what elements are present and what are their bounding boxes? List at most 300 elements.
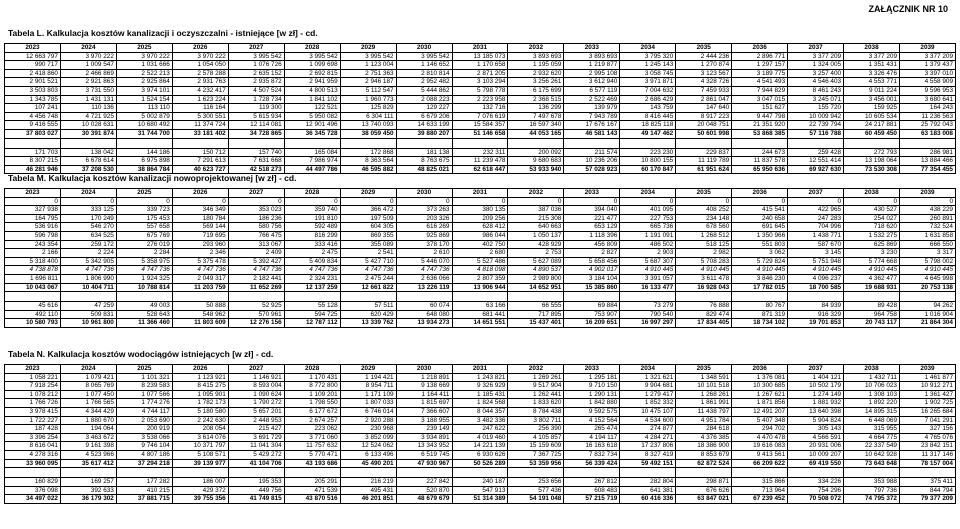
table-cell: 22 739 794 [788, 121, 844, 130]
table-n [4, 364, 956, 504]
table-cell: 1 376 081 [732, 373, 788, 382]
table-cell: 2 242 630 [172, 416, 228, 425]
table-cell: 5 407 348 [732, 416, 788, 425]
year-header-cell: 2027 [228, 189, 284, 198]
table-cell: 294 702 [732, 425, 788, 434]
table-cell: 37 803 027 [5, 129, 61, 138]
year-header-cell: 2031 [452, 44, 508, 53]
table-cell: 3 970 222 [116, 52, 172, 61]
table-cell: 46 595 882 [340, 165, 396, 174]
table-cell: 4 096 237 [788, 274, 844, 283]
table-cell: 129 227 [396, 104, 452, 113]
table-cell: 3 396 254 [5, 433, 61, 442]
table-cell: 50 888 [172, 302, 228, 311]
table-cell: 0 [564, 197, 620, 206]
table-cell: 1 348 591 [676, 373, 732, 382]
table-cell: 3 995 542 [228, 52, 284, 61]
table-cell: 401 095 [620, 206, 676, 215]
table-cell: 2 578 288 [172, 69, 228, 78]
table-cell: 38 059 450 [340, 129, 396, 138]
year-header-cell: 2039 [900, 365, 956, 374]
table-cell: 10 502 179 [788, 382, 844, 391]
table-cell: 1 274 149 [788, 390, 844, 399]
table-cell: 1 031 666 [116, 61, 172, 70]
table-cell: 2 901 521 [5, 78, 61, 87]
table-cell: 1 058 221 [5, 373, 61, 382]
table-cell: 536 916 [5, 223, 61, 232]
table-cell: 1 095 901 [172, 390, 228, 399]
year-header-cell: 2035 [676, 365, 732, 374]
table-cell: 2 753 [508, 249, 564, 258]
table-cell: 61 951 624 [676, 165, 732, 174]
table-cell: 719 695 [172, 231, 228, 240]
table-cell: 678 560 [676, 223, 732, 232]
table-cell: 829 474 [676, 310, 732, 319]
table-cell: 1 054 050 [172, 61, 228, 70]
table-cell: 3 123 567 [676, 69, 732, 78]
table-cell: 5 708 283 [676, 257, 732, 266]
table-cell [788, 292, 844, 302]
table-cell: 229 837 [676, 148, 732, 157]
table-cell: 3 397 010 [900, 69, 956, 78]
table-cell: 209 256 [452, 214, 508, 223]
table-cell: 1 461 877 [900, 373, 956, 382]
table-cell [676, 292, 732, 302]
table-cell: 353 988 [844, 478, 900, 487]
table-cell: 272 793 [844, 148, 900, 157]
table-cell: 7 944 829 [732, 86, 788, 95]
table-cell: 9 161 398 [60, 442, 116, 451]
table-cell: 3 995 542 [284, 52, 340, 61]
table-cell: 6 304 111 [340, 112, 396, 121]
table-cell: 10 009 942 [788, 112, 844, 121]
table-row [5, 78, 956, 87]
table-cell: 3 538 066 [116, 433, 172, 442]
table-cell [60, 138, 116, 148]
table-cell: 8 784 438 [508, 407, 564, 416]
table-cell: 305 143 [788, 425, 844, 434]
table-cell: 18 386 900 [676, 442, 732, 451]
table-cell: 42 518 273 [228, 165, 284, 174]
year-header-cell: 2026 [172, 44, 228, 53]
table-cell: 2 680 [452, 249, 508, 258]
year-header-cell: 2038 [844, 189, 900, 198]
table-row [5, 240, 956, 249]
table-row [5, 450, 956, 459]
table-cell: 37 208 530 [60, 165, 116, 174]
table-row [5, 69, 956, 78]
table-cell: 2 049 317 [172, 274, 228, 283]
table-cell: 53 868 385 [732, 129, 788, 138]
table-cell: 36 345 728 [284, 129, 340, 138]
table-cell: 46 581 143 [564, 129, 620, 138]
table-cell: 5 375 478 [172, 257, 228, 266]
table-cell: 2 418 860 [5, 69, 61, 78]
table-cell: 4 456 748 [5, 112, 61, 121]
table-cell: 1 766 565 [60, 399, 116, 408]
year-header-cell: 2030 [396, 44, 452, 53]
table-cell: 10 371 797 [172, 442, 228, 451]
table-cell: 164 243 [900, 104, 956, 113]
table-cell: 24 217 881 [844, 121, 900, 130]
table-cell: 1 243 821 [452, 373, 508, 382]
table-cell: 223 062 [284, 425, 340, 434]
table-cell: 528 643 [116, 310, 172, 319]
year-header-cell: 2024 [60, 44, 116, 53]
table-cell: 247 283 [788, 214, 844, 223]
table-cell: 4 747 736 [60, 266, 116, 275]
table-cell: 259 428 [788, 148, 844, 157]
table-cell: 13 934 273 [396, 319, 452, 328]
table-cell: 2 088 223 [396, 95, 452, 104]
table-cell: 3 934 891 [396, 433, 452, 442]
table-row [5, 86, 956, 95]
table-cell: 1 722 227 [5, 416, 61, 425]
table-cell: 653 129 [564, 223, 620, 232]
table-cell: 3 970 222 [172, 52, 228, 61]
table-cell: 62 618 447 [452, 165, 508, 174]
table-cell: 80 767 [732, 302, 788, 311]
table-cell [564, 292, 620, 302]
table-cell: 8 363 564 [340, 157, 396, 166]
table-cell: 704 996 [788, 223, 844, 232]
table-cell: 63 847 021 [676, 495, 732, 504]
table-cell: 2 522 213 [116, 69, 172, 78]
table-cell: 1 090 624 [228, 390, 284, 399]
table-cell: 7 943 789 [564, 112, 620, 121]
year-header-row [5, 44, 956, 53]
table-cell: 6 678 614 [60, 157, 116, 166]
table-cell [844, 138, 900, 148]
table-cell: 139 979 [564, 104, 620, 113]
year-header-cell: 2025 [116, 365, 172, 374]
year-header-cell: 2033 [564, 44, 620, 53]
table-cell: 39 755 356 [172, 495, 228, 504]
table-cell: 4 800 513 [284, 86, 340, 95]
table-cell: 648 080 [396, 310, 452, 319]
table-cell [452, 138, 508, 148]
table-l [4, 43, 956, 174]
table-cell: 57 028 923 [564, 165, 620, 174]
table-cell: 9 138 669 [396, 382, 452, 391]
table-cell: 12 524 062 [340, 442, 396, 451]
table-cell: 471 539 [284, 486, 340, 495]
table-cell: 274 877 [620, 425, 676, 434]
table-cell: 2 896 771 [732, 52, 788, 61]
table-cell: 73 643 648 [844, 459, 900, 468]
table-cell: 11 317 146 [900, 450, 956, 459]
table-cell: 259 172 [60, 240, 116, 249]
table-cell: 16 928 043 [676, 283, 732, 292]
table-cell: 66 555 [508, 302, 564, 311]
year-header-cell: 2036 [732, 189, 788, 198]
table-cell: 2 982 [676, 249, 732, 258]
table-cell [844, 292, 900, 302]
table-cell: 191 810 [284, 214, 340, 223]
table-cell: 13 343 952 [396, 442, 452, 451]
table-cell [340, 468, 396, 478]
table-cell: 12 663 797 [5, 52, 61, 61]
table-cell: 170 249 [60, 214, 116, 223]
table-cell: 3 974 101 [116, 86, 172, 95]
table-cell: 9 592 575 [564, 407, 620, 416]
table-cell: 89 428 [844, 302, 900, 311]
table-cell: 0 [5, 197, 61, 206]
table-cell: 4 558 909 [900, 78, 956, 87]
table-cell: 12 137 259 [284, 283, 340, 292]
table-cell: 486 502 [620, 240, 676, 249]
table-cell: 1 871 856 [732, 399, 788, 408]
table-cell: 10 605 534 [844, 112, 900, 121]
year-header-cell: 2039 [900, 189, 956, 198]
table-cell: 3 614 076 [172, 433, 228, 442]
year-header-cell: 2035 [676, 189, 732, 198]
year-header-cell: 2032 [508, 365, 564, 374]
table-cell: 230 968 [340, 425, 396, 434]
table-cell: 6 577 119 [564, 86, 620, 95]
table-cell: 333 125 [60, 206, 116, 215]
table-cell: 2 903 [620, 249, 676, 258]
table-cell: 429 372 [172, 486, 228, 495]
table-cell: 205 291 [284, 478, 340, 487]
table-cell: 4 910 445 [620, 266, 676, 275]
table-cell: 13 640 398 [788, 407, 844, 416]
table-cell: 1 146 652 [396, 61, 452, 70]
table-row [5, 266, 956, 275]
table-cell: 518 125 [676, 240, 732, 249]
table-row [5, 433, 956, 442]
table-cell: 19 688 931 [844, 283, 900, 292]
table-row [5, 104, 956, 113]
table-cell: 4 765 076 [900, 433, 956, 442]
table-cell: 38 864 784 [116, 165, 172, 174]
table-cell [788, 138, 844, 148]
table-cell [116, 292, 172, 302]
table-cell: 557 658 [116, 223, 172, 232]
table-cell: 402 750 [452, 240, 508, 249]
table-cell: 25 792 043 [900, 121, 956, 130]
table-row [5, 257, 956, 266]
table-cell: 1 219 877 [564, 61, 620, 70]
table-cell: 197 509 [340, 214, 396, 223]
table-row [5, 310, 956, 319]
table-cell [116, 138, 172, 148]
table-cell: 0 [732, 197, 788, 206]
table-cell: 4 553 771 [844, 78, 900, 87]
table-cell: 10 800 155 [620, 157, 676, 166]
table-cell [676, 468, 732, 478]
table-cell: 6 975 898 [116, 157, 172, 166]
table-cell: 8 616 041 [5, 442, 61, 451]
table-row [5, 390, 956, 399]
table-cell: 1 099 698 [284, 61, 340, 70]
table-cell: 2 324 231 [284, 274, 340, 283]
table-cell: 4 566 591 [788, 433, 844, 442]
table-cell: 2 475 [284, 249, 340, 258]
table-cell: 2 941 959 [284, 78, 340, 87]
table-cell: 200 919 [116, 425, 172, 434]
table-cell: 641 381 [620, 486, 676, 495]
table-cell: 13 226 119 [396, 283, 452, 292]
table-cell: 3 802 711 [508, 416, 564, 425]
table-cell: 52 925 [228, 302, 284, 311]
table-cell: 4 362 477 [844, 274, 900, 283]
table-cell: 3 978 415 [5, 407, 61, 416]
table-cell: 2 475 244 [340, 274, 396, 283]
table-cell: 49 003 [116, 302, 172, 311]
table-cell: 181 138 [396, 148, 452, 157]
table-cell: 10 043 067 [5, 283, 61, 292]
year-header-cell: 2033 [564, 189, 620, 198]
table-cell: 74 795 372 [844, 495, 900, 504]
table-cell: 11 803 609 [172, 319, 228, 328]
table-cell: 22 337 549 [844, 442, 900, 451]
spacer-row [5, 138, 956, 148]
table-cell: 754 296 [788, 486, 844, 495]
table-cell: 5 427 710 [340, 257, 396, 266]
table-cell: 569 144 [172, 223, 228, 232]
table-cell: 43 193 686 [284, 459, 340, 468]
table-cell: 4 738 878 [5, 266, 61, 275]
table-cell: 46 201 851 [340, 495, 396, 504]
table-cell: 9 710 150 [564, 382, 620, 391]
table-cell: 3 611 478 [676, 274, 732, 283]
table-cell: 2 610 [396, 249, 452, 258]
spacer-row [5, 468, 956, 478]
table-cell: 211 574 [564, 148, 620, 157]
table-cell [564, 138, 620, 148]
table-cell: 2 368 515 [508, 95, 564, 104]
table-cell: 1 623 224 [172, 95, 228, 104]
table-cell: 138 042 [60, 148, 116, 157]
table-cell: 57 116 788 [788, 129, 844, 138]
table-cell: 12 901 496 [284, 121, 340, 130]
table-cell: 177 282 [116, 478, 172, 487]
table-cell: 2 541 [340, 249, 396, 258]
table-cell: 4 951 784 [676, 416, 732, 425]
table-cell: 3 058 745 [620, 69, 676, 78]
table-cell: 1 631 858 [900, 231, 956, 240]
table-cell: 70 508 072 [788, 495, 844, 504]
year-header-cell: 2028 [284, 44, 340, 53]
table-cell: 4 910 445 [900, 266, 956, 275]
year-header-cell: 2024 [60, 365, 116, 374]
table-cell: 380 135 [452, 206, 508, 215]
table-cell: 2 925 864 [116, 78, 172, 87]
table-cell: 116 164 [172, 104, 228, 113]
table-cell: 16 997 297 [620, 319, 676, 328]
table-cell: 3 970 222 [60, 52, 116, 61]
table-cell: 12 114 081 [228, 121, 284, 130]
year-header-cell: 2039 [900, 44, 956, 53]
table-cell: 48 825 021 [396, 165, 452, 174]
table-cell: 713 964 [732, 486, 788, 495]
table-cell [396, 468, 452, 478]
table-cell: 94 262 [900, 302, 956, 311]
table-cell: 1 361 427 [900, 390, 956, 399]
table-cell: 17 834 405 [676, 319, 732, 328]
table-cell: 7 041 291 [900, 416, 956, 425]
table-cell: 1 438 771 [788, 231, 844, 240]
table-cell: 5 300 551 [172, 112, 228, 121]
table-cell: 12 491 207 [732, 407, 788, 416]
table-cell: 353 023 [228, 206, 284, 215]
table-cell: 580 756 [228, 223, 284, 232]
table-cell [788, 468, 844, 478]
table-cell: 50 601 998 [676, 129, 732, 138]
table-cell: 1 880 670 [60, 416, 116, 425]
table-cell: 1 432 711 [844, 373, 900, 382]
table-cell: 10 009 207 [788, 450, 844, 459]
table-cell: 9 904 681 [620, 382, 676, 391]
table-cell [5, 468, 61, 478]
table-cell: 681 441 [452, 310, 508, 319]
table-cell: 925 869 [396, 231, 452, 240]
table-cell: 1 185 431 [452, 390, 508, 399]
table-cell [340, 292, 396, 302]
table-cell: 8 415 275 [172, 382, 228, 391]
table-cell: 63 183 008 [900, 129, 956, 138]
table-cell: 0 [844, 197, 900, 206]
table-cell: 73 279 [620, 302, 676, 311]
table-cell: 2 989 800 [508, 274, 564, 283]
table-row [5, 61, 956, 70]
table-cell: 3 189 775 [732, 69, 788, 78]
table-cell: 3 503 803 [5, 86, 61, 95]
table-cell: 169 257 [60, 478, 116, 487]
year-header-cell: 2025 [116, 44, 172, 53]
table-row [5, 148, 956, 157]
table-cell: 13 906 944 [452, 283, 508, 292]
table-cell: 157 740 [228, 148, 284, 157]
table-row [5, 249, 956, 258]
table-cell: 1 194 421 [340, 373, 396, 382]
table-cell: 7 459 933 [676, 86, 732, 95]
table-cell: 9 326 929 [452, 382, 508, 391]
table-cell: 986 044 [452, 231, 508, 240]
table-cell [900, 468, 956, 478]
table-cell: 195 353 [228, 478, 284, 487]
table-cell: 570 961 [228, 310, 284, 319]
table-cell: 1 267 621 [732, 390, 788, 399]
table-cell: 3 047 015 [732, 95, 788, 104]
table-cell: 1 881 932 [788, 399, 844, 408]
table-cell: 422 965 [788, 206, 844, 215]
table-cell: 3 257 400 [788, 69, 844, 78]
table-cell: 18 700 585 [788, 283, 844, 292]
table-cell: 16 597 340 [508, 121, 564, 130]
table-cell: 665 736 [620, 223, 676, 232]
table-cell [228, 468, 284, 478]
table-cell: 790 540 [620, 310, 676, 319]
table-cell: 2 861 047 [676, 95, 732, 104]
table-cell: 150 712 [172, 148, 228, 157]
table-cell: 9 011 224 [844, 86, 900, 95]
table-cell: 223 230 [620, 148, 676, 157]
table-cell: 430 527 [844, 206, 900, 215]
table-cell: 43 870 516 [284, 495, 340, 504]
table-cell: 4 105 857 [508, 433, 564, 442]
table-cell: 35 617 412 [60, 459, 116, 468]
table-cell [620, 292, 676, 302]
table-cell [284, 468, 340, 478]
table-cell: 11 757 632 [284, 442, 340, 451]
table-cell: 4 344 429 [60, 407, 116, 416]
table-cell: 180 784 [172, 214, 228, 223]
table-cell: 165 084 [284, 148, 340, 157]
table-cell: 3 852 099 [340, 433, 396, 442]
table-row [5, 214, 956, 223]
